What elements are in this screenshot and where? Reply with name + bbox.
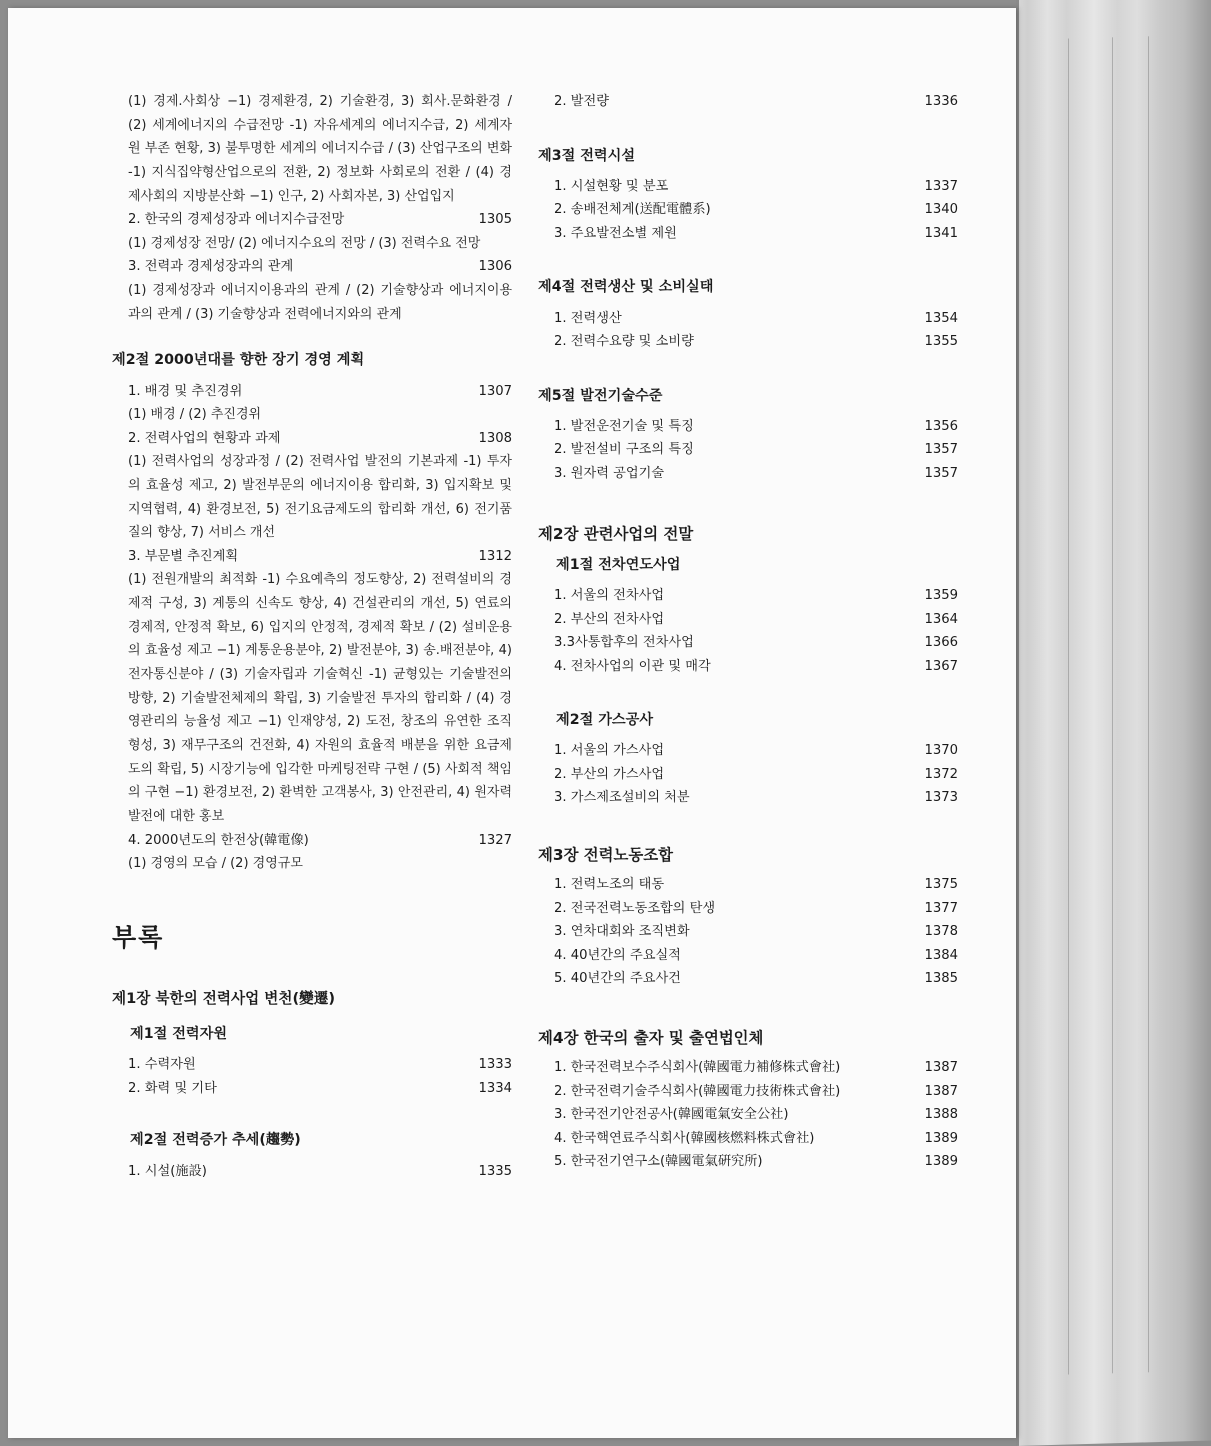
toc-section-heading[interactable]: 제2절 2000년대를 향한 장기 경영 계획 bbox=[112, 352, 365, 369]
toc-entry-page: 1306 bbox=[478, 259, 512, 275]
toc-entry-page: 1334 bbox=[478, 1080, 512, 1096]
toc-entry-page: 1364 bbox=[924, 611, 958, 627]
book-page-edges bbox=[1016, 0, 1211, 1446]
toc-section-heading[interactable]: 제5절 발전기술수준 bbox=[538, 387, 663, 404]
toc-entry-label: 3.3사통합후의 전차사업 bbox=[554, 635, 694, 651]
toc-section-heading[interactable]: 제2절 가스공사 bbox=[556, 712, 654, 729]
toc-entry-label: 2. 부산의 전차사업 bbox=[554, 611, 665, 627]
toc-entry-label: 1. 전력노조의 태동 bbox=[554, 877, 665, 893]
toc-paragraph: (1) 경영의 모습 / (2) 경영규모 bbox=[128, 856, 303, 872]
toc-entry[interactable] bbox=[112, 427, 512, 451]
toc-entry-page: 1333 bbox=[478, 1057, 512, 1073]
toc-entry-label: 4. 2000년도의 한전상(韓電像) bbox=[128, 832, 309, 848]
toc-entry[interactable] bbox=[538, 763, 958, 787]
toc-entry[interactable] bbox=[538, 438, 958, 462]
toc-entry-page: 1385 bbox=[924, 971, 958, 987]
toc-entry-label: 2. 전력수요량 및 소비량 bbox=[554, 334, 694, 350]
toc-entry[interactable] bbox=[538, 786, 958, 810]
toc-entry[interactable] bbox=[538, 608, 958, 632]
toc-entry-label: 2. 한국전력기술주식회사(韓國電力技術株式會社) bbox=[554, 1083, 841, 1099]
toc-entry-page: 1366 bbox=[924, 635, 958, 651]
toc-entry-label: 2. 발전설비 구조의 특징 bbox=[554, 442, 694, 458]
toc-entry[interactable] bbox=[538, 584, 958, 608]
toc-entry[interactable] bbox=[112, 1160, 512, 1184]
appendix-title: 부록 bbox=[112, 922, 165, 952]
toc-entry-page: 1312 bbox=[478, 548, 512, 564]
toc-entry-page: 1388 bbox=[924, 1107, 958, 1123]
toc-entry[interactable] bbox=[538, 873, 958, 897]
toc-entry-label: 3. 가스제조설비의 처분 bbox=[554, 790, 690, 806]
toc-entry-label: 1. 서울의 가스사업 bbox=[554, 743, 665, 759]
toc-entry-page: 1354 bbox=[924, 310, 958, 326]
toc-entry[interactable] bbox=[538, 307, 958, 331]
toc-entry-label: 2. 발전량 bbox=[554, 94, 609, 109]
toc-entry[interactable] bbox=[538, 897, 958, 921]
toc-entry[interactable] bbox=[538, 655, 958, 679]
toc-entry[interactable] bbox=[538, 1103, 958, 1127]
toc-entry-page: 1356 bbox=[924, 418, 958, 434]
toc-entry[interactable] bbox=[538, 462, 958, 486]
toc-entry-label: 1. 서울의 전차사업 bbox=[554, 588, 665, 604]
toc-paragraph: (1) 경제.사회상 −1) 경제환경, 2) 기술환경, 3) 회사.문화환경 / (2) 세계에너지의 수급전망 -1) 자유세계의 에너지수급, 2) 세계자원 부존 현황, 3) 불투명한 세계의 에너지수급 / (3) 산업구조의 변화 -1) 지식집약형산업으로의 전환, 2) 정보화 사회로의 전환 / (4) 경제사회의 지방분산화 −1) 인구, 2) 사회자본, 3) 산업입지 bbox=[128, 94, 512, 204]
document-page bbox=[8, 8, 1016, 1438]
toc-entry-label: 1. 한국전력보수주식회사(韓國電力補修株式會社) bbox=[554, 1060, 841, 1076]
toc-entry-label: 3. 부문별 추진계획 bbox=[128, 548, 239, 564]
toc-entry-label: 3. 전력과 경제성장과의 관계 bbox=[128, 259, 294, 275]
toc-entry-page: 1375 bbox=[924, 877, 958, 893]
toc-entry-page: 1355 bbox=[924, 334, 958, 350]
toc-paragraph: (1) 경제성장과 에너지이용과의 관계 / (2) 기술향상과 에너지이용과의 관계 / (3) 기술향상과 전력에너지와의 관계 bbox=[128, 282, 512, 322]
toc-entry-page: 1372 bbox=[924, 766, 958, 782]
toc-section-heading[interactable]: 제3절 전력시설 bbox=[538, 147, 636, 164]
toc-entry-page: 1307 bbox=[478, 383, 512, 399]
toc-entry-page: 1389 bbox=[924, 1154, 958, 1170]
toc-entry-label: 4. 40년간의 주요실적 bbox=[554, 947, 681, 963]
toc-entry-label: 2. 전력사업의 현황과 과제 bbox=[128, 430, 281, 446]
toc-entry-page: 1373 bbox=[924, 790, 958, 806]
toc-entry-page: 1370 bbox=[924, 743, 958, 759]
toc-entry-page: 1377 bbox=[924, 900, 958, 916]
toc-entry-label: 2. 한국의 경제성장과 에너지수급전망 bbox=[128, 212, 345, 228]
toc-entry-page: 1378 bbox=[924, 924, 958, 940]
toc-entry-page: 1335 bbox=[478, 1163, 512, 1179]
toc-entry[interactable] bbox=[538, 1056, 958, 1080]
toc-entry[interactable] bbox=[112, 380, 512, 404]
toc-entry-page: 1327 bbox=[478, 832, 512, 848]
toc-paragraph: (1) 경제성장 전망/ (2) 에너지수요의 전망 / (3) 전력수요 전망 bbox=[128, 235, 481, 251]
toc-entry-label: 4. 전차사업의 이관 및 매각 bbox=[554, 658, 711, 674]
toc-entry-label: 1. 전력생산 bbox=[554, 310, 622, 326]
toc-entry[interactable] bbox=[538, 1080, 958, 1104]
toc-entry-page: 1305 bbox=[478, 212, 512, 228]
toc-entry-page: 1357 bbox=[924, 465, 958, 481]
toc-paragraph: (1) 배경 / (2) 추진경위 bbox=[128, 407, 262, 423]
toc-entry-label: 2. 송배전체계(送配電體系) bbox=[554, 202, 711, 218]
toc-entry-label: 3. 원자력 공업기술 bbox=[554, 465, 665, 481]
toc-chapter-heading[interactable]: 제3장 전력노동조합 bbox=[538, 845, 674, 864]
toc-chapter-heading[interactable]: 제4장 한국의 출자 및 출연법인체 bbox=[538, 1028, 764, 1047]
toc-entry[interactable] bbox=[538, 1150, 958, 1174]
toc-entry-label: 2. 전국전력노동조합의 탄생 bbox=[554, 900, 716, 916]
toc-entry-page: 1340 bbox=[924, 202, 958, 218]
toc-entry[interactable] bbox=[538, 739, 958, 763]
toc-entry-page: 1387 bbox=[924, 1060, 958, 1076]
toc-paragraph: (1) 전원개발의 최적화 -1) 수요예측의 정도향상, 2) 전력설비의 경제적 구성, 3) 계통의 신속도 향상, 4) 건설관리의 개선, 5) 연료의 경제적, 안정적 확보, 6) 입지의 안정적, 경제적 확보 / (2) 설비운용의 효율성 제고 −1) 계통운용분야, 2) 발전분야, 3) 송.배전분야, 4) 전자통신분야 / (3) 기술자립과 기술혁신 -1) 균형있는 기술발전의 방향, 2) 기술발전체제의 확립, 3) 기술발전 투자의 합리화 / (4) 경영관리의 능율성 제고 −1) 인재양성, 2) 도전, 창조의 유연한 조직형성, 3) 재무구조의 건전화, 4) 자원의 효율적 배분을 위한 요금제도의 확립, 5) 시장기능에 입각한 마케팅전략 구현 / (5) 사회적 책임의 구현 −1) 환경보전, 2) 환벽한 고객봉사, 3) 안전관리, 4) 원자력발전에 대한 홍보 bbox=[128, 572, 512, 824]
toc-entry-label: 1. 배경 및 추진경위 bbox=[128, 383, 243, 399]
toc-section-heading[interactable]: 제1절 전차연도사업 bbox=[556, 556, 681, 573]
toc-entry-page: 1384 bbox=[924, 947, 958, 963]
toc-entry[interactable] bbox=[538, 175, 958, 199]
toc-entry[interactable] bbox=[112, 545, 512, 569]
toc-entry[interactable] bbox=[112, 1077, 512, 1101]
toc-entry[interactable] bbox=[538, 631, 958, 655]
toc-entry[interactable] bbox=[112, 208, 512, 232]
toc-entry-label: 5. 40년간의 주요사건 bbox=[554, 971, 681, 987]
toc-entry-page: 1341 bbox=[924, 225, 958, 241]
toc-entry[interactable] bbox=[538, 944, 958, 968]
toc-entry-page: 1389 bbox=[924, 1130, 958, 1146]
toc-entry-label: 5. 한국전기연구소(韓國電氣硏究所) bbox=[554, 1154, 763, 1170]
toc-entry-label: 1. 시설현황 및 분포 bbox=[554, 178, 669, 194]
toc-entry-page: 1308 bbox=[478, 430, 512, 446]
toc-entry[interactable] bbox=[538, 222, 958, 246]
toc-entry-page: 1367 bbox=[924, 658, 958, 674]
toc-entry[interactable] bbox=[538, 198, 958, 222]
toc-entry-page: 1387 bbox=[924, 1083, 958, 1099]
toc-entry-page: 1359 bbox=[924, 588, 958, 604]
appendix-section-heading[interactable]: 제1절 전력자원 bbox=[130, 1026, 228, 1043]
toc-entry-label: 2. 화력 및 기타 bbox=[128, 1080, 217, 1096]
toc-entry-label: 2. 부산의 가스사업 bbox=[554, 766, 665, 782]
toc-paragraph: (1) 전력사업의 성장과정 / (2) 전력사업 발전의 기본과제 -1) 투자의 효율성 제고, 2) 발전부문의 에너지이용 합리화, 3) 입지확보 및 지역협력, 4) 환경보전, 5) 전기요금제도의 합리화 개선, 6) 전기품질의 향상, 7) 서비스 개선 bbox=[128, 454, 512, 541]
toc-entry-label: 1. 시설(施設) bbox=[128, 1163, 207, 1179]
appendix-section-heading[interactable]: 제2절 전력증가 추세(趨勢) bbox=[130, 1132, 301, 1149]
toc-entry[interactable] bbox=[538, 330, 958, 354]
toc-entry[interactable] bbox=[538, 1127, 958, 1151]
toc-section-heading[interactable]: 제4절 전력생산 및 소비실태 bbox=[538, 279, 714, 296]
toc-entry[interactable] bbox=[112, 1053, 512, 1077]
toc-entry[interactable] bbox=[538, 415, 958, 439]
toc-right-column bbox=[538, 90, 958, 1174]
appendix-chapter-heading[interactable]: 제1장 북한의 전력사업 변천(變遷) bbox=[112, 990, 335, 1008]
toc-entry-label: 3. 주요발전소별 제원 bbox=[554, 225, 677, 241]
toc-entry-label: 3. 연차대회와 조직변화 bbox=[554, 924, 690, 940]
toc-entry-label: 3. 한국전기안전공사(韓國電氣安全公社) bbox=[554, 1107, 789, 1123]
toc-entry-page: 1336 bbox=[924, 94, 958, 109]
toc-entry-page: 1357 bbox=[924, 442, 958, 458]
toc-entry-label: 1. 수력자원 bbox=[128, 1057, 196, 1073]
toc-entry-label: 4. 한국핵연료주식회사(韓國核燃料株式會社) bbox=[554, 1130, 815, 1146]
toc-entry[interactable] bbox=[112, 829, 512, 853]
toc-entry-page: 1337 bbox=[924, 178, 958, 194]
toc-entry[interactable] bbox=[538, 967, 958, 991]
toc-entry[interactable] bbox=[112, 255, 512, 279]
toc-chapter-heading[interactable]: 제2장 관련사업의 전말 bbox=[538, 525, 694, 544]
toc-entry[interactable] bbox=[538, 920, 958, 944]
toc-entry[interactable] bbox=[538, 90, 958, 114]
toc-left-column bbox=[112, 90, 512, 1183]
toc-entry-label: 1. 발전운전기술 및 특징 bbox=[554, 418, 694, 434]
